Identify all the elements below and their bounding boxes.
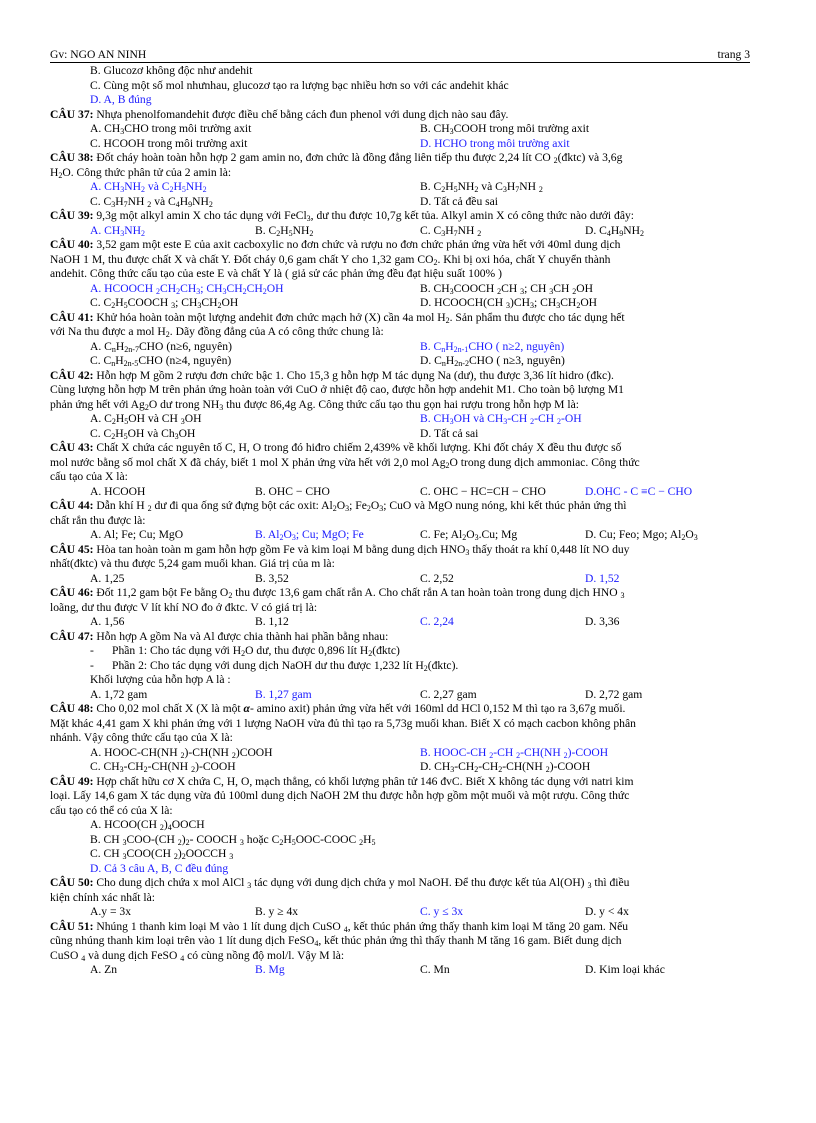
answer-options	[50, 340, 750, 355]
answer-option-d: D. $C_4H_9NH_2$	[585, 223, 645, 238]
question-text: Đốt 11,2 gam bột Fe bằng $O_2$ thu được 13,6 gam chất rắn A. Cho chất rắn A tan hoàn toàn trong dung dịch HNO $_3$	[93, 586, 625, 600]
text-line: C. Cùng một số mol nhưnhau, glucozơ tạo ra lượng bạc nhiều hơn so với các andehit khác	[90, 78, 509, 92]
question-number: CÂU 45:	[50, 542, 94, 556]
text-line: phản ứng hết với $Ag_2O$ dư trong $NH_3$ thu được 86,4g Ag. Công thức cấu tạo thu gọn hai rượu trong hỗn hợp M là:	[50, 397, 579, 412]
question-text: Đốt cháy hoàn toàn hỗn hợp 2 gam amin no, đơn chức là đồng đẳng liên tiếp thu được 2,24 lít CO $_2$(đktc) và 3,6g	[93, 151, 623, 165]
answer-option-a: A. $CH_3NH_2$ và $C_2H_5NH_2$	[90, 180, 207, 194]
answer-option-a: A. HOOC-CH(NH $_2$)-CH(NH $_2$)COOH	[90, 745, 273, 760]
answer-options	[50, 528, 750, 543]
answer-option-a: A. 1,56	[90, 615, 125, 628]
question-number: CÂU 47:	[50, 629, 94, 643]
answer-options	[50, 760, 750, 775]
question-number: CÂU 46:	[50, 586, 94, 599]
answer-option-c: C. 2,52	[420, 571, 454, 585]
question-line	[50, 543, 750, 558]
answer-option-b: B. 3,52	[255, 571, 289, 585]
answer-options	[50, 963, 750, 978]
answer-option-a: A. $CH_3CHO$ trong môi trường axit	[90, 122, 252, 136]
answer-option-b: B. 1,12	[255, 615, 289, 628]
answer-option-b: B. 1,27 gam	[255, 687, 312, 701]
answer-option-b: D. Tất cả đều sai	[420, 194, 499, 208]
answer-option-a: A. $C_2H_5OH$ và CH $_3$OH	[90, 412, 202, 426]
question-number: CÂU 41:	[50, 310, 94, 324]
answer-option-c: C. y ≤ 3x	[420, 905, 464, 918]
question-line	[50, 238, 750, 253]
question-line	[50, 209, 750, 224]
question-text: Cho 0,02 mol chất X (X là một α- amino axit) phản ứng vừa hết với 160ml dd HCl 0,152 M thì tạo ra 3,67g muối.	[93, 702, 626, 715]
text-line: cấu tạo của X là:	[50, 470, 128, 483]
answer-option-b: B. $CH_3OH$ và $CH_3-CH$ $_2$-CH $_2$-OH	[420, 412, 582, 426]
answer-option-b: D. HCOOCH(CH $_3)CH_3$; $CH_3CH_2OH$	[420, 296, 598, 310]
answer-option-c: C. Fe; $Al_2O_3.Cu$; Mg	[420, 528, 518, 542]
text-line: CuSO $_4$ và dung dịch FeSO $_4$ có cùng nồng độ mol/l. Vậy M là:	[50, 948, 345, 963]
answer-options	[50, 195, 750, 210]
answer-option-d: D.OHC - C ≡C − CHO	[585, 484, 693, 498]
bullet-line	[50, 644, 750, 659]
answer-option-a: A.y = 3x	[90, 905, 131, 918]
answer-option-a: A. HCOOCH $_2CH_2CH_3$; $CH_3CH_2CH_2OH$	[90, 281, 284, 296]
text-line: Cùng lượng hỗn hợp M trên phản ứng hoàn toàn với CuO ở nhiệt độ cao, được hỗn hợp andehit M1. Cho toàn bộ lượng M1	[50, 383, 624, 396]
answer-option-c: C. OHC − HC=CH − CHO	[420, 484, 546, 498]
text-line: loại. Lấy 14,6 gam X tác dụng vừa đủ 100ml dung dịch NaOH 2M thu được hỗn hợp gồm một muối và một rượu. Công thức	[50, 789, 630, 802]
bullet-dash: -	[90, 658, 94, 672]
question-text: Chất X chứa các nguyên tố C, H, O trong đó hiđro chiếm 2,439% về khối lượng. Khi đốt cháy X đều thu được số	[93, 441, 622, 454]
answer-option-a: A. $CH_3NH_2$	[90, 223, 146, 238]
text-line: cấu tạo có thể có của X là:	[50, 803, 173, 817]
answer-option-a: A. 1,72 gam	[90, 687, 148, 701]
author-name: Gv: NGO AN NINH	[50, 48, 147, 61]
text-line: B. Glucozơ không độc như andehit	[90, 64, 253, 77]
text-line: mol nước bằng số mol chất X đã cháy, biết 1 mol X phản ứng vừa hết với 2,0 mol $Ag_2O$ trong dung dịch ammoniac. Công thức	[50, 455, 640, 470]
question-line	[50, 630, 750, 645]
answer-option-a: C. HCOOH trong môi trường axit	[90, 136, 248, 150]
answer-options	[50, 412, 750, 427]
question-line	[50, 920, 750, 935]
answer-options	[50, 180, 750, 195]
answer-options	[50, 282, 750, 297]
text-line: NaOH 1 M, thu được chất X và chất Y. Đốt cháy 0,6 gam chất Y cho 1,32 gam $CO_2$. Khi bị oxi hóa, chất Y chuyển thành	[50, 252, 611, 267]
question-line	[50, 876, 750, 891]
document-page	[50, 48, 750, 978]
answer-options	[50, 485, 750, 500]
answer-option-a: C. $C_3H_7NH$ $_2$ và $C_4H_9NH_2$	[90, 194, 213, 209]
answer-option-b: D. HCHO trong môi trường axit	[420, 136, 570, 150]
question-text: Hỗn hợp M gồm 2 rượu đơn chức bậc 1. Cho 15,3 g hỗn hợp M tác dụng Na (dư), thu được 3,36 lít hidro (đkc).	[93, 368, 614, 382]
question-text: Khử hóa hoàn toàn một lượng andehit đơn chức mạch hở (X) cần 4a mol $H_2$. Sản phẩm thu được cho tác dụng hết	[93, 310, 625, 325]
bullet-line	[50, 659, 750, 674]
question-number: CÂU 40:	[50, 238, 94, 251]
question-number: CÂU 49:	[50, 774, 94, 788]
text-line: A. HCOO(CH $_2)_4OOCH$	[90, 818, 205, 832]
question-line	[50, 151, 750, 166]
text-line: andehit. Công thức cấu tạo của este E và chất Y là ( giả sử các phản ứng đều đạt hiệu suất 100% )	[50, 267, 502, 280]
question-line	[50, 775, 750, 790]
question-line	[50, 108, 750, 123]
bullet-text: Phần 2: Cho tác dụng với dung dịch NaOH dư thu được 1,232 lít $H_2(đktc)$.	[112, 658, 459, 673]
question-text: Hòa tan hoàn toàn m gam hỗn hợp gồm Fe và kim loại M bằng dung dịch $HNO_3$ thấy thoát ra khí 0,448 lít NO duy	[93, 542, 630, 557]
answer-option-c: C. Mn	[420, 963, 450, 976]
answer-options	[50, 354, 750, 369]
answer-options	[50, 746, 750, 761]
answer-option-a: A. $C_nH_{2n-7}CHO$ (n≥6, nguyên)	[90, 339, 232, 354]
answer-option-b: D. Tất cả sai	[420, 426, 479, 440]
answer-option-d: D. 1,52	[585, 571, 620, 585]
answer-options	[50, 688, 750, 703]
answer-options	[50, 296, 750, 311]
answer-options	[50, 427, 750, 442]
answer-option-b: B. HOOC-CH $_2$-CH $_2$-CH(NH $_2$)-COOH	[420, 745, 609, 760]
question-number: CÂU 39:	[50, 209, 94, 222]
question-line	[50, 499, 750, 514]
text-line: D. A, B đúng	[90, 93, 152, 106]
question-text: 9,3g một alkyl amin X cho tác dụng với FeCl$_3$, dư thu được 10,7g kết tủa. Alkyl amin X có công thức nào dưới đây:	[93, 209, 634, 223]
answer-option-b: B. $C_nH_{2n-1}CHO$ ( n≥2, nguyên)	[420, 339, 565, 354]
text-line: Mặt khác 4,41 gam X khi phản ứng với 1 lượng NaOH vừa đủ thì tạo ra 5,73g muối khan. Biết X có mạch cacbon không phân	[50, 716, 636, 730]
question-number: CÂU 51:	[50, 919, 94, 933]
question-line	[50, 369, 750, 384]
answer-option-a: C. $CH_3-CH_2-CH(NH$ $_2$)-COOH	[90, 760, 236, 774]
question-number: CÂU 42:	[50, 368, 94, 382]
answer-options	[50, 615, 750, 630]
answer-option-c: C. $C_3H_7NH$ $_2$	[420, 223, 482, 238]
answer-option-d: D. Kim loại khác	[585, 963, 665, 976]
text-line: $H_2O$. Công thức phân tử của 2 amin là:	[50, 165, 232, 180]
text-line: loãng, dư thu được V lít khí NO đo ở đktc. V có giá trị là:	[50, 600, 318, 614]
question-line	[50, 311, 750, 326]
question-text: Nhựa phenolfomandehit được điều chế bằng cách đun phenol với dung dịch nào sau đây.	[93, 107, 509, 121]
answer-option-b: B. OHC − CHO	[255, 484, 330, 498]
text-line: C. CH $_3$COO(CH $_2)_2OOCCH$ $_3$	[90, 847, 234, 861]
question-text: 3,52 gam một este E của axit cacboxylic no đơn chức và rượu no đơn chức phản ứng vừa hết với 40ml dung dịch	[93, 238, 621, 251]
bullet-text: Phần 1: Cho tác dụng với $H_2O$ dư, thu được 0,896 lít $H_2(đktc)$	[112, 644, 400, 658]
page-header	[50, 48, 750, 62]
answer-option-b: B. $C_2H_5NH_2$ và $C_3H_7NH$ $_2$	[420, 180, 543, 194]
question-text: Hợp chất hữu cơ X chứa C, H, O, mạch thẳng, có khối lượng phân tử 146 đvC. Biết X không tác dụng với natri kim	[93, 774, 634, 788]
text-line: chất rắn thu được là:	[50, 513, 146, 527]
answer-option-b: B. Mg	[255, 963, 285, 976]
text-line: nhánh. Vậy công thức cấu tạo của X là:	[50, 731, 233, 744]
question-number: CÂU 38:	[50, 151, 94, 164]
answer-option-b: B. $CH_3COOCH$ $_2$CH $_3$; CH $_3$CH $_2$OH	[420, 281, 594, 296]
page-number: trang 3	[717, 48, 750, 61]
question-text: Dẫn khí H $_2$ dư đi qua ống sứ đựng bột các oxit: $Al_2O_3$; $Fe_2O_3$; CuO và MgO nung nóng, khi kết thúc phản ứng thì	[93, 499, 627, 513]
answer-option-d: D. 3,36	[585, 615, 620, 628]
answer-option-d: D. Cu; Feo; Mgo; $Al_2O_3$	[585, 528, 698, 542]
answer-option-a: A. Zn	[90, 963, 118, 976]
answer-option-b: B. y ≥ 4x	[255, 905, 299, 918]
answer-option-a: C. $C_2H_5COOCH$ $_3$; $CH_3CH_2OH$	[90, 296, 239, 310]
answer-option-d: D. y < 4x	[585, 905, 629, 918]
answer-option-b: D. $C_nH_{2n-2}CHO$ ( n≥3, nguyên)	[420, 354, 565, 368]
answer-option-d: D. 2,72 gam	[585, 687, 643, 701]
header-rule	[50, 62, 750, 63]
question-text: Hỗn hợp A gồm Na và Al được chia thành hai phần bằng nhau:	[93, 629, 389, 643]
text-line: nhất(đktc) và thu được 5,24 gam muối khan. Giá trị của m là:	[50, 557, 335, 570]
answer-option-a: C. $C_2H_5OH$ và $Ch_3OH$	[90, 426, 196, 441]
text-line: cũng nhúng thanh kim loại trên vào 1 lít dung dịch FeSO$_4$, kết thúc phản ứng thì thấy thanh M tăng 16 gam. Biết dung dịch	[50, 934, 622, 948]
question-text: Cho dung dịch chứa x mol AlCl $_3$ tác dụng với dung dịch chứa y mol NaOH. Để thu được kết tủa Al(OH) $_3$ thì điều	[93, 876, 630, 890]
answer-option-a: A. 1,25	[90, 571, 125, 585]
answer-option-a: A. Al; Fe; Cu; MgO	[90, 528, 184, 541]
answer-options	[50, 224, 750, 239]
question-line	[50, 702, 750, 717]
text-line: kiện chính xác nhất là:	[50, 890, 155, 904]
text-line: với Na thu được a mol $H_2$. Dãy đồng đẳng của A có công thức chung là:	[50, 325, 384, 339]
question-line	[50, 441, 750, 456]
answer-option-a: C. $C_nH_{2n-5}CHO$ (n≥4, nguyên)	[90, 354, 232, 368]
answer-option-b: D. $CH_3-CH_2-CH_2-CH(NH$ $_2$)-COOH	[420, 760, 591, 774]
text-line: D. Cả 3 câu A, B, C đều đúng	[90, 861, 229, 875]
answer-options	[50, 905, 750, 920]
answer-options	[50, 122, 750, 137]
answer-option-a: A. HCOOH	[90, 484, 146, 498]
text-line: B. CH $_3$COO-(CH $_2)_2-$ COOCH $_3$ hoặc $C_2H_5OOC$-COOC $_2H_5$	[90, 832, 376, 847]
answer-options	[50, 572, 750, 587]
answer-option-c: C. 2,27 gam	[420, 687, 477, 701]
question-number: CÂU 37:	[50, 107, 94, 121]
answer-option-b: B. $C_2H_5NH_2$	[255, 223, 314, 238]
text-line: Khối lượng của hỗn hợp A là :	[90, 673, 231, 686]
question-line	[50, 586, 750, 601]
answer-options	[50, 137, 750, 152]
question-text: Nhúng 1 thanh kim loại M vào 1 lít dung dịch CuSO $_4$, kết thúc phản ứng thấy thanh kim loại M tăng 20 gam. Nếu	[93, 919, 629, 934]
question-number: CÂU 50:	[50, 876, 94, 889]
question-list	[50, 64, 750, 978]
bullet-dash: -	[90, 644, 94, 657]
answer-option-b: B. $Al_2O_3$; Cu; MgO; Fe	[255, 528, 364, 542]
question-number: CÂU 48:	[50, 702, 94, 715]
question-number: CÂU 43:	[50, 441, 94, 454]
question-number: CÂU 44:	[50, 499, 94, 512]
answer-option-c: C. 2,24	[420, 615, 454, 628]
answer-option-b: B. $CH_3COOH$ trong môi trường axit	[420, 122, 590, 136]
